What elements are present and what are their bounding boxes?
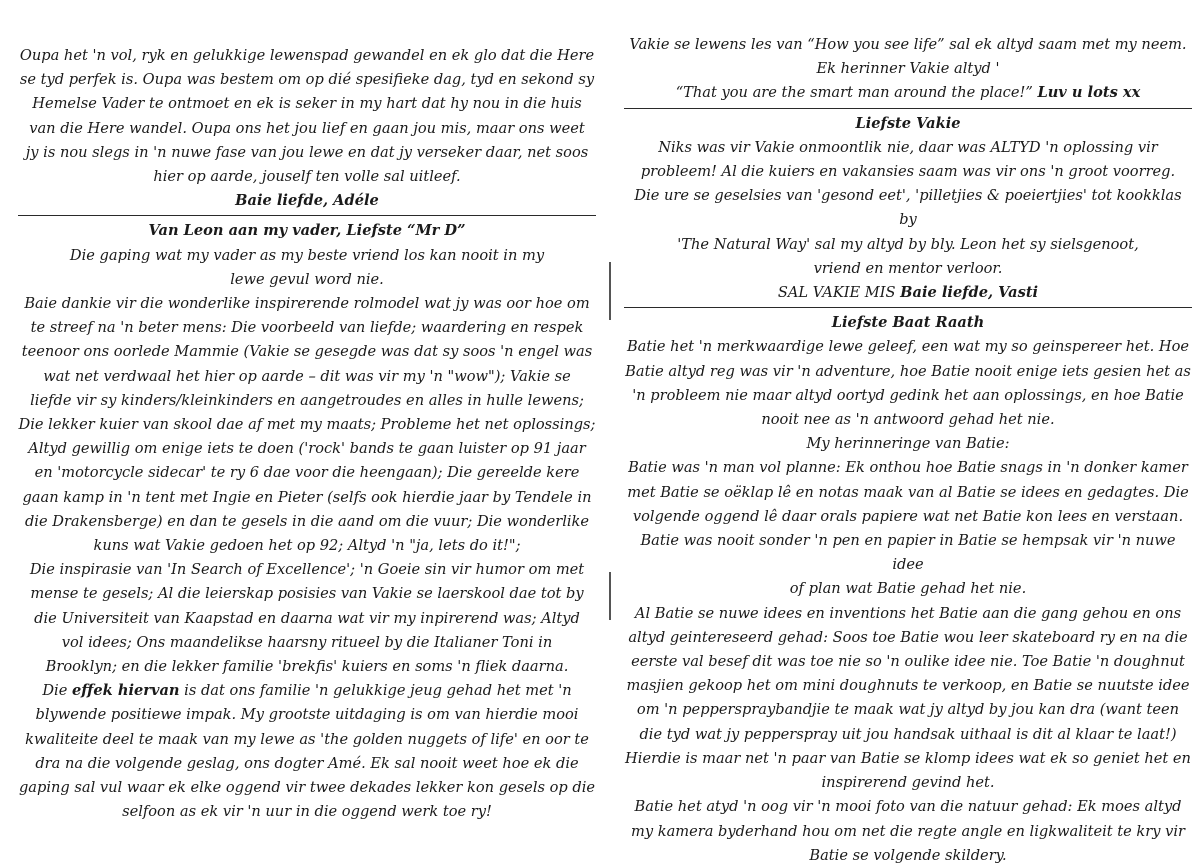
text-line: blywende positiewe impak. My grootste uitdaging is om van hierdie mooi [35,706,579,724]
section-divider [624,108,1192,109]
text-line: nooit nee as 'n antwoord gehad het nie. [761,411,1055,429]
text-line: kwaliteite deel te maak van my lewe as 'the golden nuggets of life' en oor te [25,730,589,748]
text-line: Die inspirasie van 'In Search of Excellence'; 'n Goeie sin vir humor om met [29,561,585,579]
left-page [18,0,596,848]
quote-text: “That you are the smart man around the place!” [675,84,1033,102]
text-line: kuns wat Vakie gedoen het op 92; Altyd 'n "ja, lets do it!"; [93,537,521,555]
text-line: Baie dankie vir die wonderlike inspirerende rolmodel wat jy was oor hoe om [24,295,590,313]
text-line: mense te gesels; Al die leierskap posisies van Vakie se laerskool dae tot by [30,585,584,603]
text-line: gaping sal vul waar ek elke oggend vir twee dekades lekker kon gesels op die [18,779,596,797]
text-line: altyd geintereseerd gehad: Soos toe Batie wou leer skateboard ry en na die [628,628,1188,646]
baat-heading: Liefste Baat Raath [831,314,985,332]
quote-line [624,81,1192,105]
text-line: hier op aarde, jouself ten volle sal uitleef. [153,168,461,186]
text-line: om 'n pepperspraybandjie te maak wat jy altyd by jou kan dra (want teen [636,701,1180,719]
text-line: Die ure se geselsies van 'gesond eet', 'pilletjies & poeiertjies' tot kookklas by [634,187,1182,229]
oupa-tribute [18,44,596,213]
text-line: Brooklyn; en die lekker familie 'brekfis' kuiers en soms 'n fliek daarna. [45,658,569,676]
text-line: Niks was vir Vakie onmoontlik nie, daar was ALTYD 'n oplossing vir [658,138,1158,156]
text-line: dra na die volgende geslag, ons dogter Amé. Ek sal nooit weet hoe ek die [35,754,579,772]
text-line: en 'motorcycle sidecar' te ry 6 dae voor die heengaan); Die gereelde kere [34,464,580,482]
section-divider [18,215,596,216]
signoff-lead: SAL VAKIE MIS [777,284,896,302]
signoff-adele: Baie liefde, Adéle [235,192,379,210]
text-line: eerste val besef dit was toe nie so 'n oulike idee nie. Toe Batie 'n doughnut [631,653,1185,671]
leon-tribute [18,244,596,825]
text-line: liefde vir sy kinders/kleinkinders en aangetroudes en alles in hulle lewens; [30,391,584,409]
text-line: se tyd perfek is. Oupa was bestem om op dié spesifieke dag, tyd en sekond sy [19,71,595,89]
text-line: masjien gekoop het om mini doughnuts te verkoop, en Batie se nuutste idee [626,677,1190,695]
effect-bold: effek hiervan [72,682,180,700]
text-line: inspirerend gevind het. [821,774,995,792]
text-line: die Universiteit van Kaapstad en daarna wat vir my inpirerend was; Altyd [34,609,580,627]
vakie-heading: Liefste Vakie [855,114,961,132]
staple-mark [609,262,611,320]
text-line: of plan wat Batie gehad het nie. [789,580,1027,598]
effect-line [18,679,596,703]
section-divider [624,307,1192,308]
signoff-vasti-line [624,281,1192,305]
text-line: van die Here wandel. Oupa ons het jou lief en gaan jou mis, maar ons weet [29,119,585,137]
text-line: 'n probleem nie maar altyd oortyd gedink het aan oplossings, en hoe Batie [632,386,1184,404]
quote-signoff: Luv u lots xx [1037,84,1141,102]
text-line: wat net verdwaal het hier op aarde – dit was vir my 'n "wow"); Vakie se [43,367,571,385]
text-line: Batie was nooit sonder 'n pen en papier in Batie se hempsak vir 'n nuwe idee [640,532,1176,574]
staple-mark [609,572,611,620]
right-page [624,0,1192,864]
leon-heading: Van Leon aan my vader, Liefste “Mr D” [148,222,466,240]
text-line: Batie was 'n man vol planne: Ek onthou hoe Batie snags in 'n donker kamer [628,459,1188,477]
vakie-tribute [624,136,1192,305]
text-line: met Batie se oëklap lê en notas maak van al Batie se idees en gedagtes. Die [627,483,1189,501]
text-line: Ek herinner Vakie altyd ' [816,60,1000,78]
text-line: my kamera byderhand hou om net die regte angle en ligkwaliteit te kry vir [631,822,1185,840]
vakie-life-lesson [624,33,1192,106]
text-line: Batie se volgende skildery. [809,846,1007,864]
text-line: vol idees; Ons maandelikse haarsny ritueel by die Italianer Toni in [61,633,553,651]
text-line: Hierdie is maar net 'n paar van Batie se klomp idees wat ek so geniet het en [625,749,1191,767]
text-line: lewe gevul word nie. [230,270,384,288]
text-line: Hemelse Vader te ontmoet en ek is seker in my hart dat hy nou in die huis [32,95,582,113]
text-line: Altyd gewillig om enige iets te doen ('rock' bands te gaan luister op 91 jaar [28,440,586,458]
text-line: Die gaping wat my vader as my beste vriend los kan nooit in my [69,246,545,264]
text-line: selfoon as ek vir 'n uur in die oggend werk toe ry! [122,803,492,821]
text-line: My herinneringe van Batie: [806,435,1010,453]
text-line: 'The Natural Way' sal my altyd by bly. Leon het sy sielsgenoot, [677,235,1139,253]
text-line: gaan kamp in 'n tent met Ingie en Pieter (selfs ook hierdie jaar by Tendele in [22,488,592,506]
text-line: die tyd wat jy pepperspray uit jou handsak uithaal is dit al klaar te laat!) [639,725,1177,743]
effect-rest: is dat ons familie 'n gelukkige jeug gehad het met 'n [184,682,572,700]
baat-tribute [624,335,1192,867]
text-line: Die lekker kuier van skool dae af met my maats; Probleme het net oplossings; [18,416,596,434]
page-spine [605,0,619,848]
text-line: vriend en mentor verloor. [813,259,1003,277]
text-line: probleem! Al die kuiers en vakansies saam was vir ons 'n groot voorreg. [640,163,1176,181]
text-line: jy is nou slegs in 'n nuwe fase van jou lewe en dat jy verseker daar, net soos [25,143,589,161]
text-line: Batie altyd reg was vir 'n adventure, hoe Batie nooit enige iets gesien het as [625,362,1191,380]
effect-lead: Die [42,682,68,700]
text-line: die Drakensberge) en dan te gesels in die aand om die vuur; Die wonderlike [24,512,590,530]
text-line: teenoor ons oorlede Mammie (Vakie se gesegde was dat sy soos 'n engel was [21,343,593,361]
text-line: volgende oggend lê daar orals papiere wat net Batie kon lees en verstaan. [632,507,1184,525]
signoff-vasti: Baie liefde, Vasti [900,284,1039,302]
text-line: Vakie se lewens les van “How you see life” sal ek altyd saam met my neem. [629,36,1187,53]
text-line: Batie het atyd 'n oog vir 'n mooi foto van die natuur gehad: Ek moes altyd [634,798,1182,816]
text-line: Al Batie se nuwe idees en inventions het Batie aan die gang gehou en ons [634,604,1182,622]
text-line: te streef na 'n beter mens: Die voorbeeld van liefde; waardering en respek [30,319,584,337]
text-line: Oupa het 'n vol, ryk en gelukkige lewenspad gewandel en ek glo dat die Here [19,47,595,64]
text-line: Batie het 'n merkwaardige lewe geleef, een wat my so geinspereer het. Hoe [626,338,1190,356]
